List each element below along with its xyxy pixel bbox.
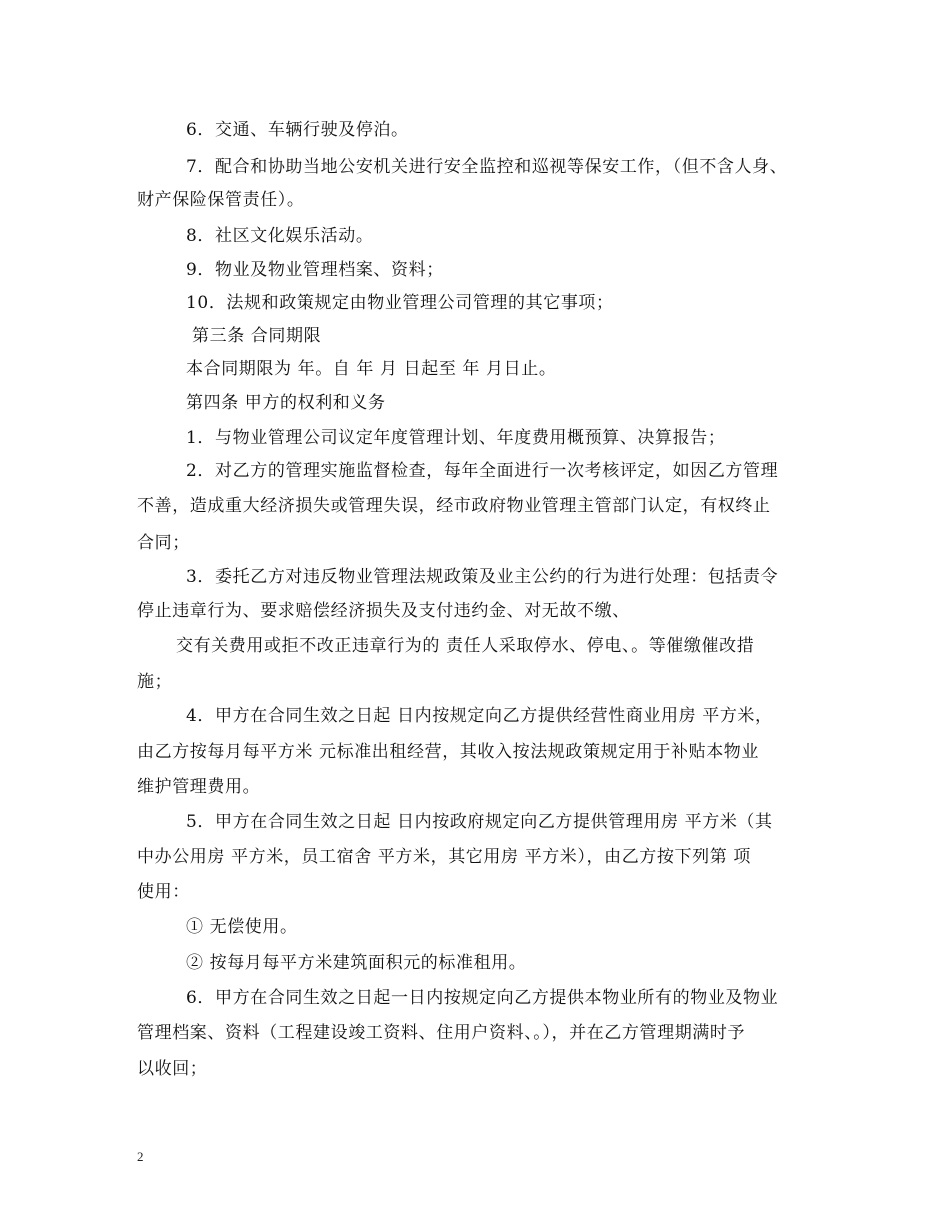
section-heading: 第三条 合同期限 <box>192 326 322 346</box>
paragraph-line: 交有关费用或拒不改正违章行为的 责任人采取停水、停电、。等催缴催改措 <box>176 636 755 656</box>
paragraph-line: 2．对乙方的管理实施监督检查，每年全面进行一次考核评定，如因乙方管理 <box>186 461 779 481</box>
list-option: ② 按每月每平方米建筑面积元的标准租用。 <box>186 953 527 973</box>
paragraph-line: 中办公用房 平方米，员工宿舍 平方米，其它用房 平方米），由乙方按下列第 项 <box>137 847 751 867</box>
paragraph-line: 由乙方按每月每平方米 元标准出租经营，其收入按法规政策规定用于补贴本物业 <box>137 742 760 762</box>
paragraph-line: 1．与物业管理公司议定年度管理计划、年度费用概预算、决算报告； <box>186 428 726 448</box>
paragraph-line: 管理档案、资料（工程建设竣工资料、住用户资料、。），并在乙方管理期满时予 <box>137 1023 746 1043</box>
paragraph-line: 5．甲方在合同生效之日起 日内按政府规定向乙方提供管理用房 平方米（其 <box>186 812 773 832</box>
paragraph-line: 合同； <box>137 533 190 553</box>
paragraph-line: 财产保险保管责任）。 <box>137 190 305 210</box>
paragraph-line: 使用： <box>137 882 190 902</box>
paragraph-line: 6．甲方在合同生效之日起一日内按规定向乙方提供本物业所有的物业及物业 <box>186 988 779 1008</box>
paragraph-line: 8．社区文化娱乐活动。 <box>186 226 374 246</box>
list-option: ① 无偿使用。 <box>186 917 298 937</box>
paragraph-line: 以收回； <box>137 1059 208 1079</box>
paragraph-line: 维护管理费用。 <box>137 777 261 797</box>
paragraph-line: 施； <box>137 672 173 692</box>
section-heading: 第四条 甲方的权利和义务 <box>186 393 386 413</box>
paragraph-line: 9．物业及物业管理档案、资料； <box>186 260 444 280</box>
paragraph-line: 3．委托乙方对违反物业管理法规政策及业主公约的行为进行处理：包括责令 <box>186 567 779 587</box>
paragraph-line: 不善，造成重大经济损失或管理失误，经市政府物业管理主管部门认定，有权终止 <box>137 496 771 516</box>
paragraph-line: 停止违章行为、要求赔偿经济损失及支付违约金、对无故不缴、 <box>137 601 630 621</box>
paragraph-line: 7．配合和协助当地公安机关进行安全监控和巡视等保安工作，（但不含人身、 <box>186 157 788 177</box>
paragraph-line: 4．甲方在合同生效之日起 日内按规定向乙方提供经营性商业用房 平方米， <box>186 706 773 726</box>
paragraph-line: 6．交通、车辆行驶及停泊。 <box>186 120 409 140</box>
paragraph-line: 本合同期限为 年。自 年 月 日起至 年 月日止。 <box>186 359 557 379</box>
paragraph-line: 10．法规和政策规定由物业管理公司管理的其它事项； <box>186 293 614 313</box>
page-number: 2 <box>137 1149 144 1164</box>
